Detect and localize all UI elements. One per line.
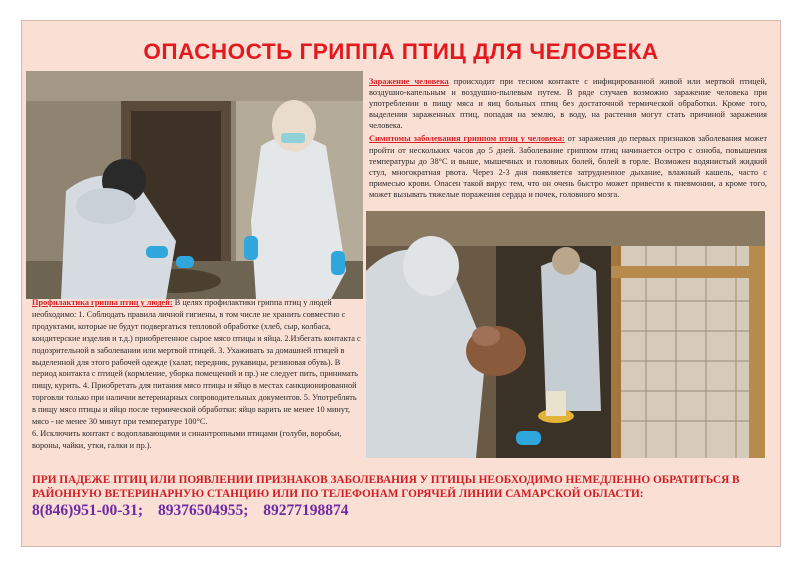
prevention-text [32,297,362,452]
infection-paragraph [369,76,767,131]
prevention-heading: Профилактика гриппа птиц у людей: [32,298,173,307]
infection-text: происходит при тесном контакте с инфицированной живой или мертвой птицей, воздушно-капельным и воздушно-пылевым путем. В ряде случаев возможно заражение человека при употреблении в пищу мяса и яиц больных птиц без достаточной термической обработки. Кроме того, выделения зараженных птиц, попадая на землю, в воду, на растения могут стать причиной заражения человека. [369,77,767,131]
symptoms-text: от заражения до первых признаков заболевания может пройти от нескольких часов до 5 дней. Заболевание гриппом птиц начинается остро с озноба, повышения температуры до 38°С и выше, мышечных и головных болей, болей в горле. Возможен водянистый жидкий стул, многократная рвота. Через 2-3 дня появляется затрудненное дыхание, влажный кашель, часто с примесью крови. Опасен такой вирус тем, что он очень быстро может привести к пневмонии, а кроме того, может вызывать тяжелые поражения сердца и почек, головного мозга. [369,134,767,199]
infection-heading: Заражение человека [369,77,449,86]
hotline-warning: ПРИ ПАДЕЖЕ ПТИЦ ИЛИ ПОЯВЛЕНИИ ПРИЗНАКОВ ЗАБОЛЕВАНИЯ У ПТИЦЫ НЕОБХОДИМО НЕМЕДЛЕННО ОБРАТИТЬСЯ В РАЙОННУЮ ВЕТЕРИНАРНУЮ СТАНЦИЮ ИЛИ ПО ТЕЛЕФОНАМ ГОРЯЧЕЙ ЛИНИИ САМАРСКОЙ ОБЛАСТИ: [32,474,740,500]
phone-3[interactable]: 89277198874 [263,502,349,519]
symptoms-paragraph [369,133,767,200]
infection-and-symptoms-text [369,76,767,202]
photo-bird-inspection-in-coop [366,211,765,458]
prevention-paragraph [32,297,362,428]
phone-1[interactable]: 8(846)951-00-31; [32,502,144,519]
prevention-item-6: 6. Исключить контакт с водоплавающими и синантропными птицами (голуби, воробьи, вороны, чайки, утки, галки и пр.). [32,428,342,450]
poster-title: ОПАСНОСТЬ ГРИППА ПТИЦ ДЛЯ ЧЕЛОВЕКА [143,39,659,64]
hotline-phones [32,502,359,520]
symptoms-heading: Симптомы заболевания гриппом птиц у человека: [369,134,565,144]
phone-2[interactable]: 89376504955; [157,502,249,519]
prevention-body: В целях профилактики гриппа птиц у людей необходимо: 1. Соблюдать правила личной гигиены, в том числе не хранить совместно с продуктами, которые не будут подвергаться тепловой обработке (хлеб, сыр, колбаса, кондитерские изделия и т.д.) приобретенное сырое мясо птицы и яйца. 2.Избегать контакта с подозрительной в заболевании или мертвой птицей. 3. Ухаживать за домашней птицей в выделенной для этого рабочей одежде (халат, передник, рукавицы, резиновая обувь). В период контакта с птицей (кормление, уборка помещений и пр.) не следует пить, принимать пищу, курить. 4. Приобретать для питания мясо птицы и яйцо в местах санкционированной торговли только при наличии ветеринарных сопроводительных документов. 5. Употреблять в пищу мясо птицы и яйцо после термической обработки: яйцо варить не менее 10 минут, мясо - не менее 30 минут при температуре 100°С. [32,298,361,427]
poster [21,20,781,547]
photo-veterinarians-in-protective-suits [26,71,363,299]
